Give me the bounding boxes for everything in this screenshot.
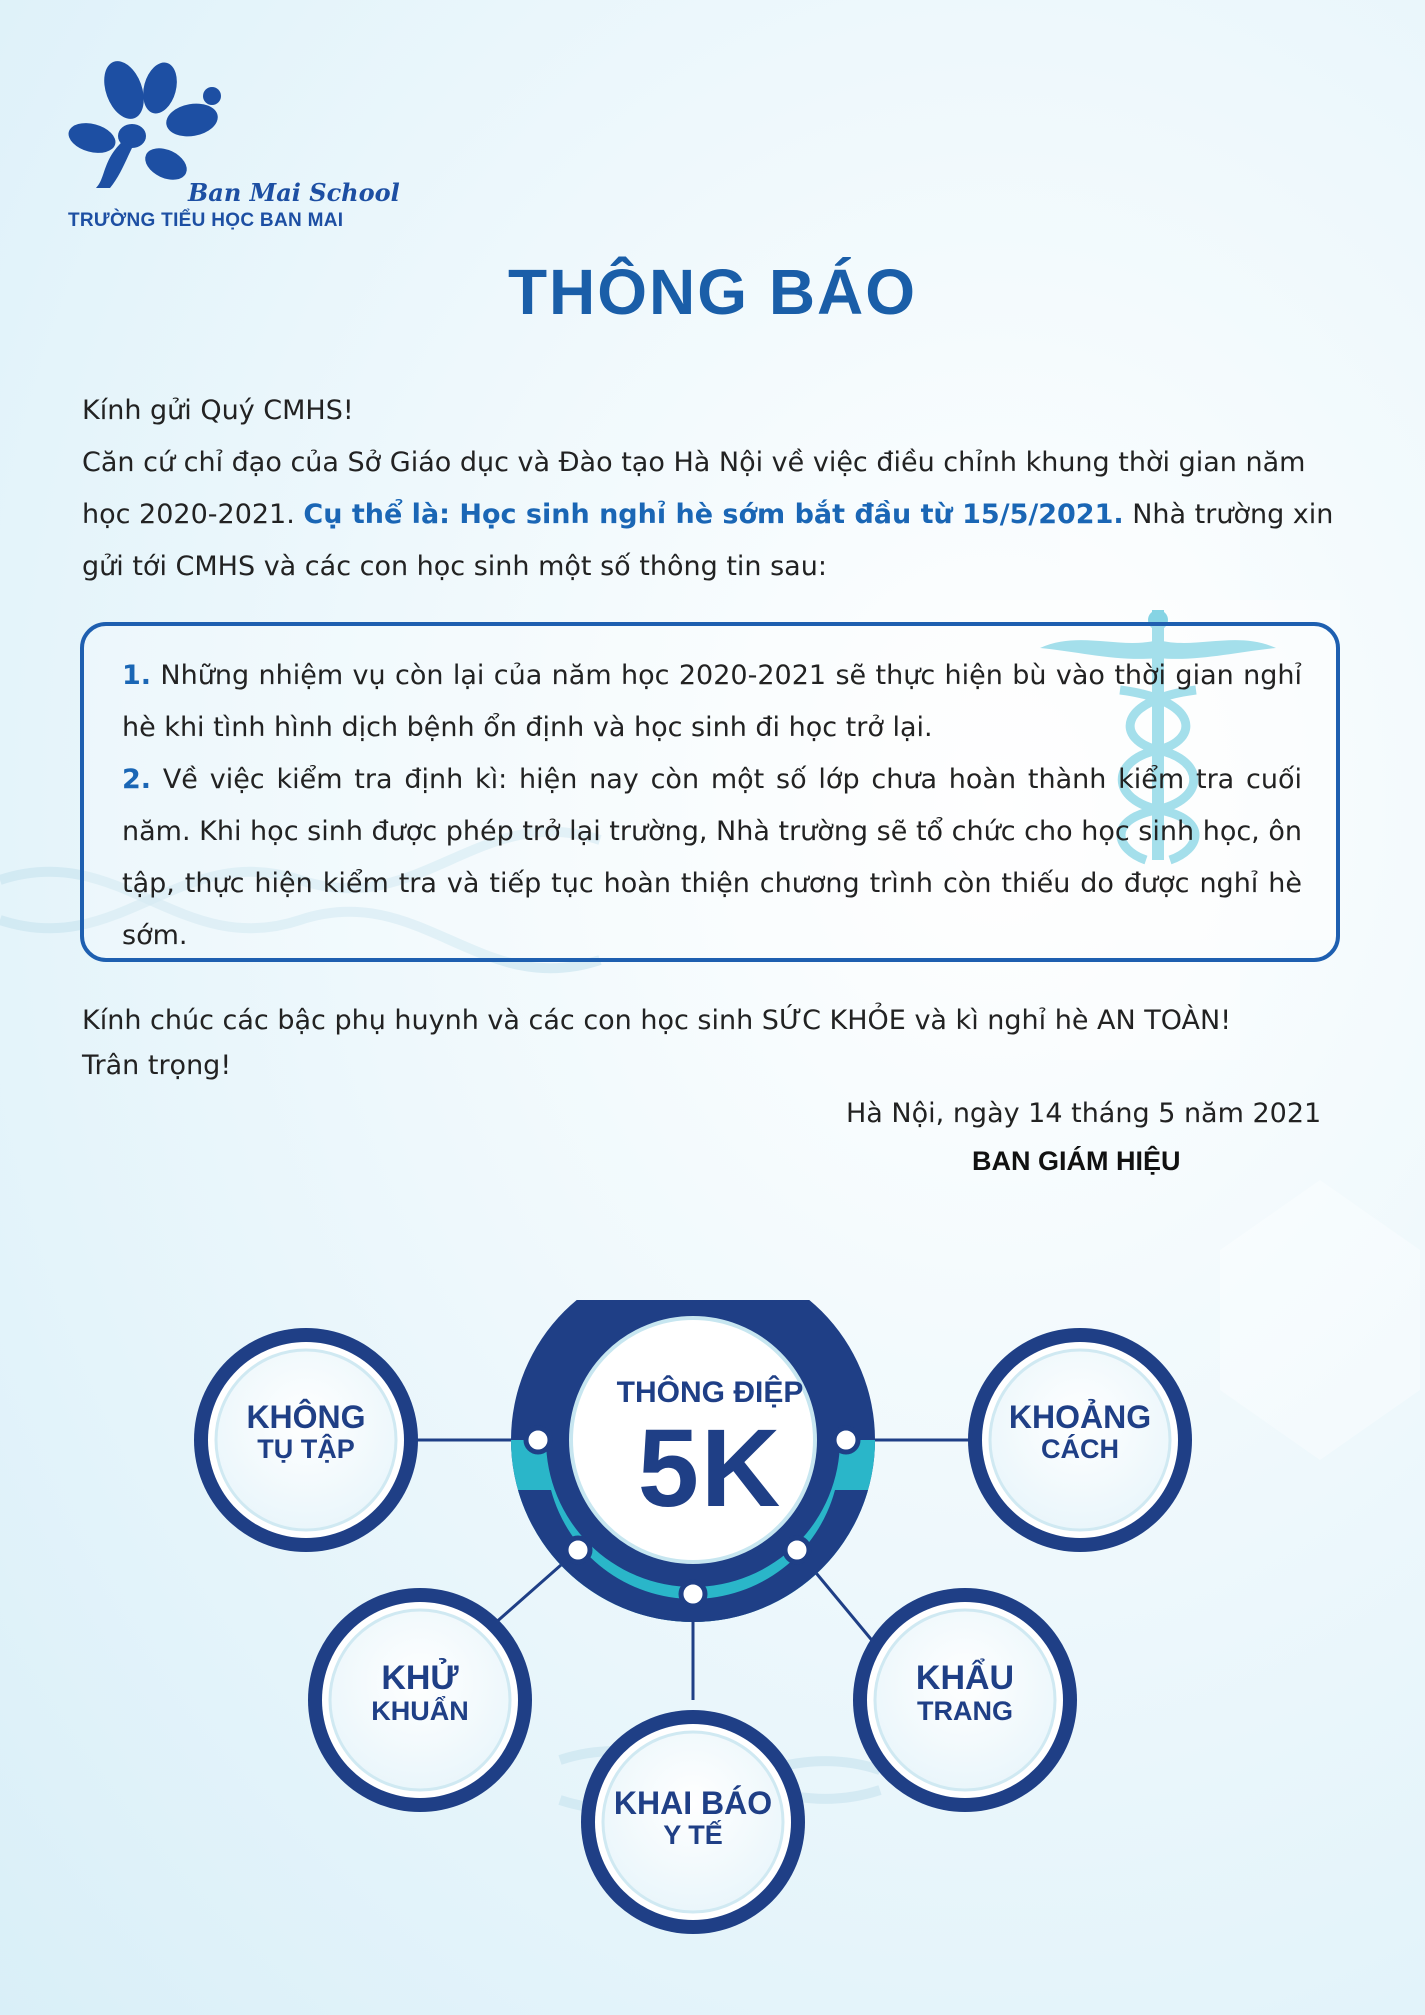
node-line1: KHÔNG <box>246 1399 366 1435</box>
node-line2: CÁCH <box>1041 1434 1119 1465</box>
node-line2: Y TẾ <box>663 1820 723 1851</box>
signature: BAN GIÁM HIỆU <box>972 1146 1181 1176</box>
node-label-khau-trang <box>875 1660 1055 1727</box>
info-box <box>80 622 1340 962</box>
node-line2: TRANG <box>917 1696 1013 1727</box>
item-number: 2. <box>122 764 152 795</box>
list-item <box>122 650 1302 754</box>
node-label-khu-khuan <box>330 1660 510 1727</box>
greeting: Kính gửi Quý CMHS! <box>82 395 354 426</box>
flower-logo-icon <box>62 60 362 190</box>
node-label-khong-tu-tap <box>216 1400 396 1465</box>
intro-paragraph <box>82 437 1352 593</box>
node-line1: KHỬ <box>381 1659 459 1697</box>
item-text: Về việc kiểm tra định kì: hiện nay còn một số lớp chưa hoàn thành kiểm tra cuối năm. Khi học sinh được phép trở lại trường, Nhà trường sẽ tổ chức cho học sinh học, ôn tập, thực hiện kiểm tra và tiếp tục hoàn thiện chương trình còn thiếu do được nghỉ hè sớm. <box>122 764 1302 951</box>
node-line2: TỤ TẬP <box>257 1434 355 1465</box>
date-line: Hà Nội, ngày 14 tháng 5 năm 2021 <box>846 1098 1322 1129</box>
item-number: 1. <box>122 660 152 691</box>
list-item <box>122 754 1302 962</box>
intro-highlight: Cụ thể là: Học sinh nghỉ hè sớm bắt đầu từ 15/5/2021. <box>303 499 1124 530</box>
school-logo <box>62 60 400 240</box>
regards-text: Trân trọng! <box>82 1050 232 1081</box>
center-label-top: THÔNG ĐIỆP <box>616 1376 804 1409</box>
node-line1: KHAI BÁO <box>613 1785 773 1821</box>
node-label-khai-bao-y-te <box>593 1786 793 1851</box>
logo-name: Ban Mai School <box>188 178 400 207</box>
closing-text: Kính chúc các bậc phụ huynh và các con học sinh SỨC KHỎE và kì nghỉ hè AN TOÀN! <box>82 1005 1232 1036</box>
node-line1: KHOẢNG <box>1008 1399 1152 1435</box>
intro-part2: Nhà trường xin gửi tới CMHS và các con học sinh một số thông tin sau: <box>82 499 1334 582</box>
logo-subtitle: TRƯỜNG TIỂU HỌC BAN MAI <box>68 210 344 231</box>
node-line2: KHUẨN <box>371 1696 469 1727</box>
intro-part1: Căn cứ chỉ đạo của Sở Giáo dục và Đào tạo Hà Nội về việc điều chỉnh khung thời gian năm học 2020-2021. <box>82 447 1306 530</box>
item-text: Những nhiệm vụ còn lại của năm học 2020-2021 sẽ thực hiện bù vào thời gian nghỉ hè khi tình hình dịch bệnh ổn định và học sinh đi học trở lại. <box>122 660 1302 743</box>
center-label-5k: 5K <box>637 1407 783 1530</box>
node-line1: KHẨU <box>915 1659 1015 1697</box>
node-label-khoang-cach <box>990 1400 1170 1465</box>
page-title: THÔNG BÁO <box>507 256 918 328</box>
